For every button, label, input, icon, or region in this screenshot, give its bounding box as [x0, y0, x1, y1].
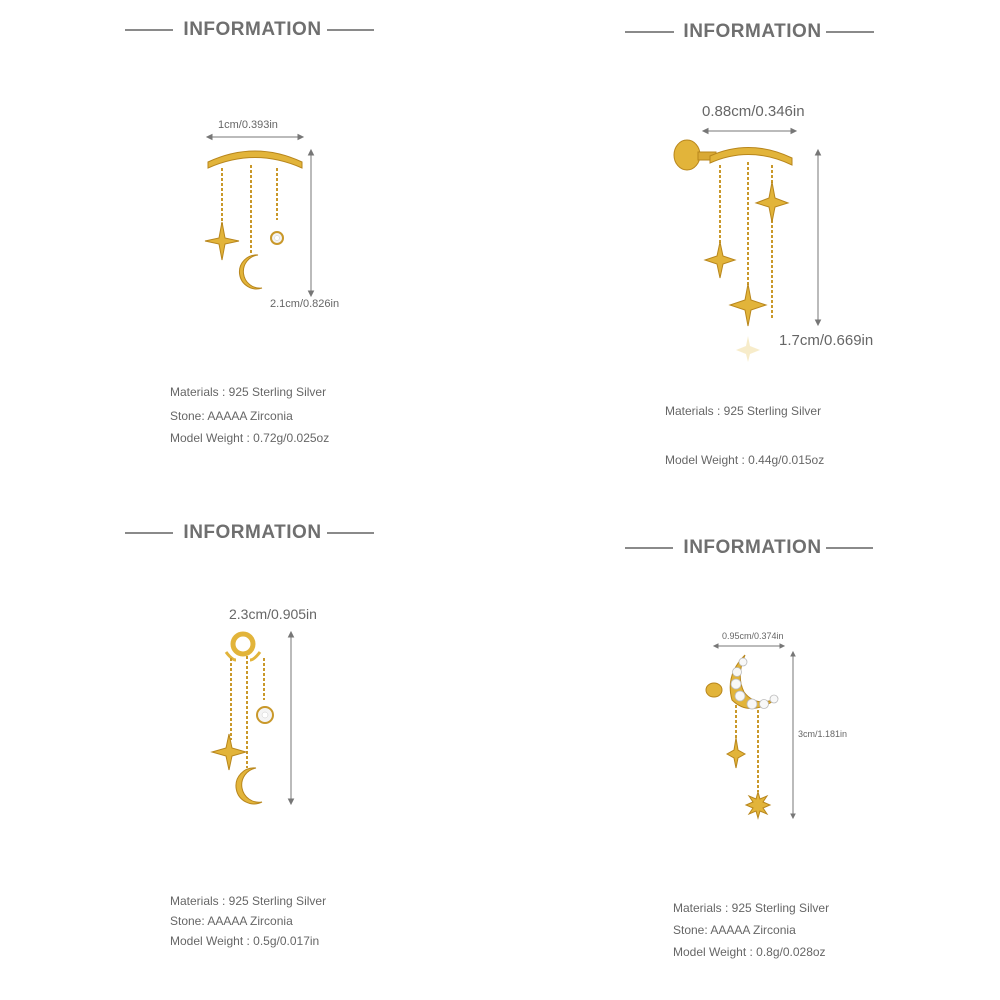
width-dimension-label: 0.88cm/0.346in — [702, 103, 805, 120]
flat-back-bar-earring-three-stars-icon — [500, 0, 1000, 500]
section-title: INFORMATION — [183, 522, 322, 543]
product-panel-1 — [0, 0, 500, 500]
spec-stone: Stone: AAAAA Zirconia — [170, 409, 293, 423]
spec-weight: Model Weight : 0.8g/0.028oz — [673, 945, 826, 959]
spec-stone: Stone: AAAAA Zirconia — [170, 914, 293, 928]
spec-materials: Materials : 925 Sterling Silver — [673, 901, 830, 915]
bar-earring-star-moon-zircon-icon — [0, 0, 500, 500]
width-dimension-label: 0.95cm/0.374in — [722, 631, 784, 641]
spec-materials: Materials : 925 Sterling Silver — [170, 385, 327, 399]
width-dimension-label: 1cm/0.393in — [218, 119, 278, 131]
spec-weight: Model Weight : 0.5g/0.017in — [170, 934, 320, 948]
spec-materials: Materials : 925 Sterling Silver — [170, 894, 327, 908]
section-title: INFORMATION — [683, 537, 822, 558]
product-panel-2 — [500, 0, 1000, 500]
spec-weight: Model Weight : 0.72g/0.025oz — [170, 431, 330, 445]
height-dimension-label: 2.1cm/0.826in — [270, 298, 340, 310]
spec-stone: Stone: AAAAA Zirconia — [673, 923, 796, 937]
product-panel-3 — [0, 500, 500, 1000]
product-panel-4 — [500, 500, 1000, 1000]
height-dimension-label: 1.7cm/0.669in — [779, 332, 874, 349]
spec-weight: Model Weight : 0.44g/0.015oz — [665, 453, 825, 467]
height-dimension-label: 3cm/1.181in — [798, 729, 848, 739]
height-dimension-label: 2.3cm/0.905in — [229, 606, 317, 622]
spec-materials: Materials : 925 Sterling Silver — [665, 404, 822, 418]
section-title: INFORMATION — [683, 21, 822, 42]
section-title: INFORMATION — [183, 19, 322, 40]
